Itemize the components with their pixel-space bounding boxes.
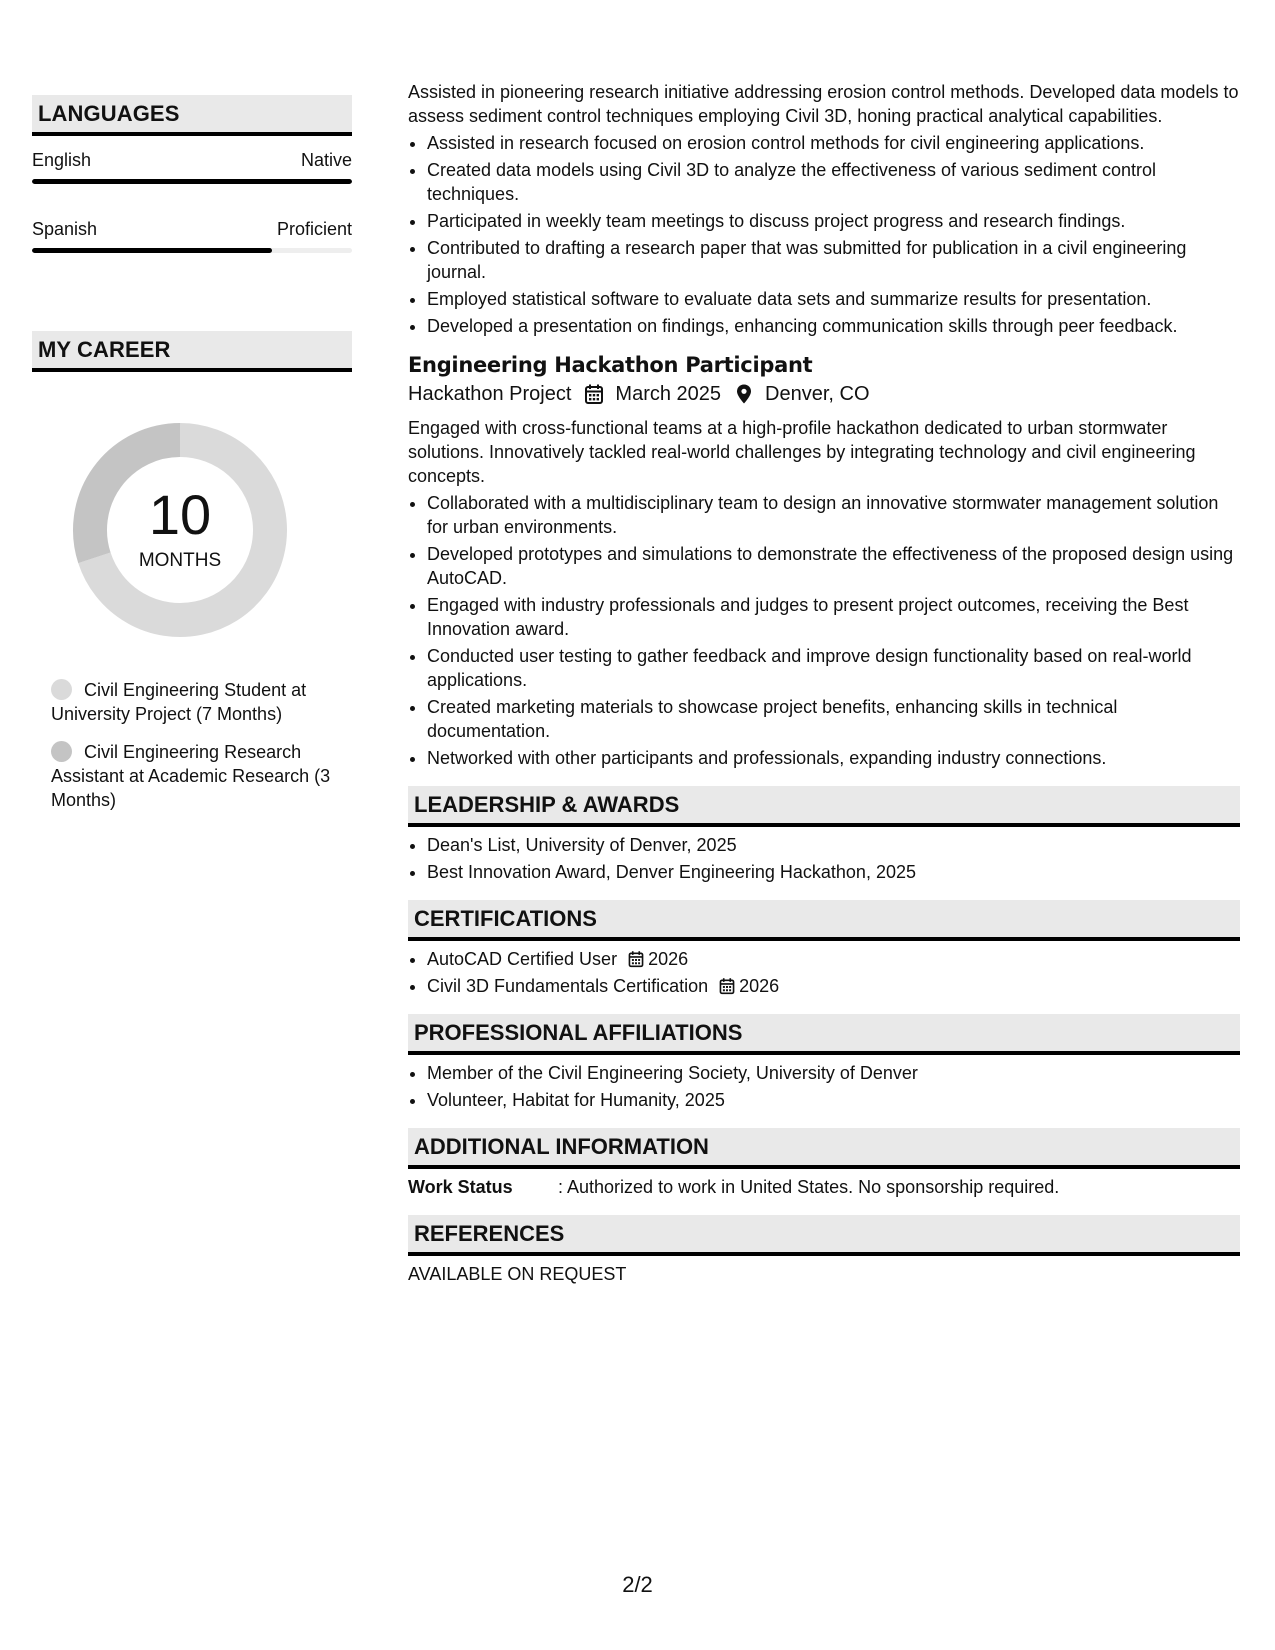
certification-year: 2026	[648, 949, 689, 969]
list-item	[427, 947, 1240, 971]
hackathon-bullets	[408, 491, 1240, 770]
list-item: • Dean's List, University of Denver, 2025	[427, 833, 1240, 857]
career-donut-chart	[65, 415, 295, 645]
certification-name: AutoCAD Certified User	[427, 949, 618, 969]
certifications-list	[408, 947, 1240, 998]
list-item: • Developed a presentation on findings, enhancing communication skills through peer feedback.	[427, 314, 1240, 338]
calendar-icon	[627, 950, 645, 968]
language-spanish	[32, 217, 352, 253]
hackathon-organization: Hackathon Project	[408, 383, 572, 405]
legend-label: Civil Engineering Research Assistant at Academic Research (3 Months)	[51, 742, 331, 810]
career-total-unit: MONTHS	[138, 550, 222, 571]
leadership-heading: LEADERSHIP & AWARDS	[408, 786, 1240, 827]
language-level: Native	[300, 150, 352, 170]
left-column	[32, 95, 352, 826]
legend-swatch	[51, 741, 72, 762]
list-item: • Best Innovation Award, Denver Engineering Hackathon, 2025	[427, 860, 1240, 884]
language-level-fill	[32, 248, 272, 253]
map-pin-icon	[733, 383, 755, 405]
language-name: English	[32, 150, 92, 170]
language-level-bar	[32, 179, 352, 184]
list-item: • Developed prototypes and simulations to demonstrate the effectiveness of the proposed design using AutoCAD.	[427, 542, 1240, 590]
list-item: • Contributed to drafting a research paper that was submitted for publication in a civil engineering journal.	[427, 236, 1240, 284]
list-item: • Employed statistical software to evaluate data sets and summarize results for presentation.	[427, 287, 1240, 311]
list-item: • Created data models using Civil 3D to analyze the effectiveness of various sediment control techniques.	[427, 158, 1240, 206]
list-item: • Created marketing materials to showcase project benefits, enhancing skills in technical documentation.	[427, 695, 1240, 743]
list-item	[427, 974, 1240, 998]
additional-info-heading: ADDITIONAL INFORMATION	[408, 1128, 1240, 1169]
right-column	[408, 80, 1240, 1286]
work-status-label: Work Status	[408, 1177, 513, 1197]
list-item: • Engaged with industry professionals and judges to present project outcomes, receiving the Best Innovation award.	[427, 593, 1240, 641]
list-item: • Collaborated with a multidisciplinary team to design an innovative stormwater management solution for urban environments.	[427, 491, 1240, 539]
references-heading: REFERENCES	[408, 1215, 1240, 1256]
language-name: Spanish	[32, 219, 98, 239]
page-number: 2/2	[622, 1572, 653, 1597]
career-legend-item	[51, 678, 352, 726]
legend-label: Civil Engineering Student at University Project (7 Months)	[51, 680, 307, 724]
hackathon-title: Engineering Hackathon Participant	[408, 353, 813, 377]
list-item: • Assisted in research focused on erosion control methods for civil engineering applications.	[427, 131, 1240, 155]
affiliations-list	[408, 1061, 1240, 1112]
list-item: • Volunteer, Habitat for Humanity, 2025	[427, 1088, 1240, 1112]
hackathon-meta	[408, 380, 1240, 408]
calendar-icon	[583, 383, 605, 405]
career-total-number: 10	[148, 483, 212, 546]
languages-heading: LANGUAGES	[32, 95, 352, 136]
language-level: Proficient	[276, 219, 352, 239]
legend-swatch	[51, 679, 72, 700]
language-english	[32, 148, 352, 184]
list-item: • Conducted user testing to gather feedback and improve design functionality based on real-world applications.	[427, 644, 1240, 692]
career-heading: MY CAREER	[32, 331, 352, 372]
calendar-icon	[718, 977, 736, 995]
list-item: • Networked with other participants and professionals, expanding industry connections.	[427, 746, 1240, 770]
language-level-fill	[32, 179, 352, 184]
leadership-list	[408, 833, 1240, 884]
research-bullets	[408, 131, 1240, 338]
work-status-value: : Authorized to work in United States. No sponsorship required.	[558, 1177, 1060, 1197]
list-item: • Participated in weekly team meetings to discuss project progress and research findings.	[427, 209, 1240, 233]
certifications-heading: CERTIFICATIONS	[408, 900, 1240, 941]
affiliations-heading: PROFESSIONAL AFFILIATIONS	[408, 1014, 1240, 1055]
certification-name: Civil 3D Fundamentals Certification	[427, 976, 709, 996]
references-text: AVAILABLE ON REQUEST	[408, 1264, 627, 1284]
list-item: • Member of the Civil Engineering Society, University of Denver	[427, 1061, 1240, 1085]
certification-year: 2026	[739, 976, 780, 996]
hackathon-summary: Engaged with cross-functional teams at a high-profile hackathon dedicated to urban stormwater solutions. Innovatively tackled real-world challenges by integrating technology and civil engineering concepts.	[408, 418, 1196, 486]
work-status-row	[408, 1175, 1240, 1199]
career-legend	[32, 678, 352, 812]
research-summary: Assisted in pioneering research initiative addressing erosion control methods. Developed data models to assess sediment control techniques employing Civil 3D, honing practical analytical capabilities.	[408, 82, 1239, 126]
hackathon-date: March 2025	[615, 383, 722, 405]
language-level-bar	[32, 248, 352, 253]
career-legend-item	[51, 740, 352, 812]
hackathon-location: Denver, CO	[765, 383, 870, 405]
